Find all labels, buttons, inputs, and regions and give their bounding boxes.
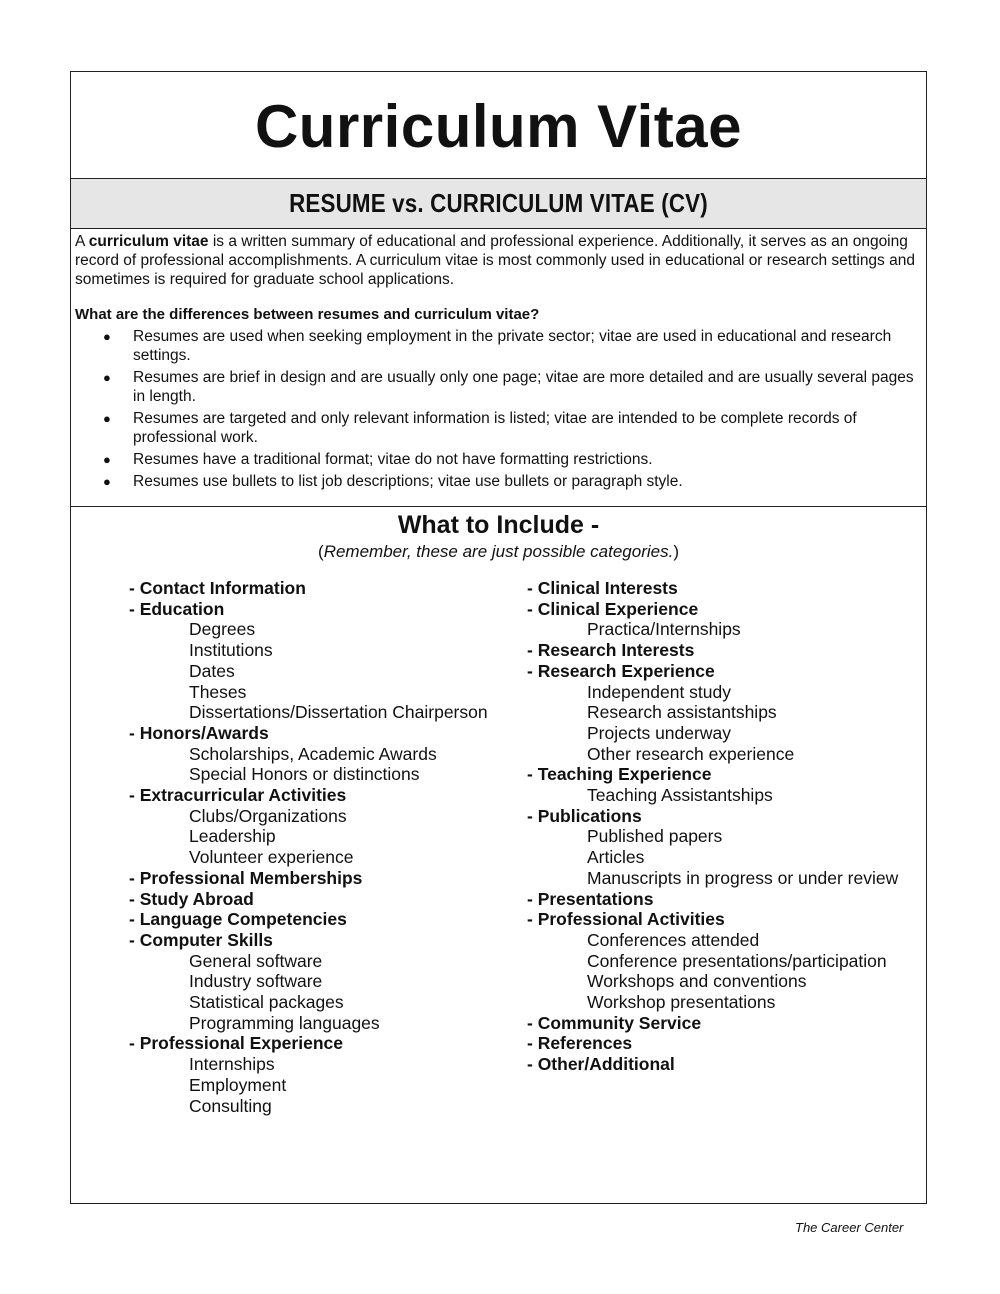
category-subitem: Consulting [189,1095,272,1116]
intro-text: is a written summary of educational and professional experience. Additionally, it serves as an ongoing record of professional accomplishments. A curriculum vitae is most commonly used in educational or research settings and sometimes is required for graduate school applications. [75,233,915,288]
category-heading: - Honors/Awards [129,722,269,743]
category-subitem: Manuscripts in progress or under review [587,867,899,888]
category-subitem: Special Honors or distinctions [189,764,420,785]
difference-item [75,368,920,406]
left-column [129,578,488,1116]
category-heading: - Other/Additional [527,1054,675,1075]
category-subitem: Research assistantships [587,702,777,723]
category-subitem: Projects underway [587,722,731,743]
category-heading: - Teaching Experience [527,764,712,785]
category-heading: - References [527,1033,633,1054]
difference-item [75,409,920,447]
subtitle-banner [71,179,926,229]
category-subitem: Other research experience [587,743,795,764]
category-heading: - Clinical Experience [527,598,699,619]
category-subitem: General software [189,950,323,971]
category-subitem: Theses [189,681,247,702]
page-title: Curriculum Vitae [254,92,743,160]
bullet-icon: ● [103,452,111,467]
bullet-icon: ● [103,411,111,426]
category-subitem: Institutions [189,640,273,661]
category-heading: - Publications [527,805,642,826]
subtitle: RESUME vs. CURRICULUM VITAE (CV) [289,188,708,218]
category-heading: - Professional Activities [527,909,725,930]
category-heading: - Computer Skills [129,929,273,950]
bullet-icon: ● [103,370,111,385]
category-heading: - Professional Experience [129,1033,343,1054]
bullet-icon: ● [103,474,111,489]
category-subitem: Articles [587,847,645,868]
difference-text: Resumes use bullets to list job descriptions; vitae use bullets or paragraph style. [133,473,683,490]
intro-lead: A [75,233,89,250]
category-heading: - Research Experience [527,660,715,681]
category-subitem: Volunteer experience [189,847,354,868]
document-frame [70,71,927,1204]
category-heading: - Professional Memberships [129,867,363,888]
category-heading: - Clinical Interests [527,578,678,598]
category-heading: - Language Competencies [129,909,347,930]
section-divider [71,506,926,507]
include-note-text: Remember, these are just possible categories. [323,542,674,561]
include-title: What to Include - [397,511,600,539]
category-subitem: Dissertations/Dissertation Chairperson [189,702,488,723]
category-heading: - Research Interests [527,640,695,661]
difference-text: Resumes are brief in design and are usually only one page; vitae are more detailed and are usually several pages in length. [133,369,914,405]
right-column [527,578,898,1075]
category-subitem: Teaching Assistantships [587,785,773,806]
category-subitem: Statistical packages [189,992,344,1013]
difference-text: Resumes are used when seeking employment in the private sector; vitae are used in educational and research settings. [133,328,892,364]
intro-paragraph [75,232,920,289]
difference-text: Resumes have a traditional format; vitae do not have formatting restrictions. [133,451,653,468]
intro-section [71,229,926,491]
note-open-paren: ( [318,542,324,561]
category-subitem: Conference presentations/participation [587,950,887,971]
category-subitem: Dates [189,660,235,681]
category-heading: - Community Service [527,1012,702,1033]
difference-item [75,472,920,491]
category-heading: - Study Abroad [129,888,254,909]
category-subitem: Published papers [587,826,723,847]
difference-text: Resumes are targeted and only relevant information is listed; vitae are intended to be complete records of professional work. [133,410,857,446]
category-subitem: Degrees [189,619,256,640]
category-subitem: Leadership [189,826,276,847]
category-heading: - Education [129,598,225,619]
title-box [71,72,926,179]
note-close-paren: ) [673,542,679,561]
difference-item [75,450,920,469]
include-section [71,508,926,1116]
category-subitem: Internships [189,1054,275,1075]
category-subitem: Workshop presentations [587,992,776,1013]
category-subitem: Employment [189,1074,287,1095]
category-heading: - Presentations [527,888,654,909]
include-note [71,542,926,562]
category-subitem: Programming languages [189,1012,380,1033]
category-subitem: Independent study [587,681,732,702]
differences-list [75,327,920,491]
category-subitem: Conferences attended [587,929,760,950]
intro-term: curriculum vitae [88,233,209,250]
category-subitem: Industry software [189,971,323,992]
difference-item [75,327,920,365]
category-subitem: Clubs/Organizations [189,805,347,826]
category-subitem: Scholarships, Academic Awards [189,743,437,764]
category-subitem: Practica/Internships [587,619,741,640]
differences-heading: What are the differences between resumes and curriculum vitae? [75,306,540,323]
bullet-icon: ● [103,329,111,344]
category-subitem: Workshops and conventions [587,971,807,992]
category-heading: - Contact Information [129,578,306,598]
footer-credit: The Career Center [795,1220,904,1235]
category-heading: - Extracurricular Activities [129,785,347,806]
